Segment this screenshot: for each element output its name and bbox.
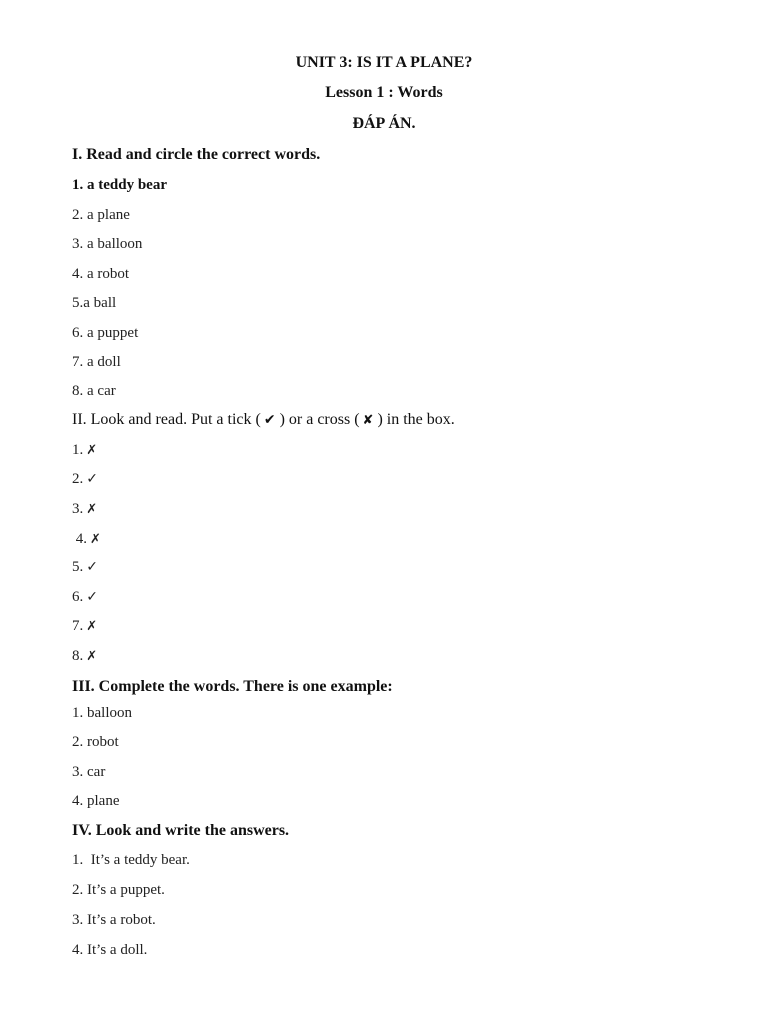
section-2-item xyxy=(72,587,98,607)
section-2-heading-part1: II. Look and read. Put a tick ( xyxy=(72,411,261,428)
cross-icon: ✗ xyxy=(86,502,98,517)
section-3-heading: III. Complete the words. There is one example: xyxy=(72,678,393,695)
section-3-item: 2. robot xyxy=(72,734,119,750)
unit-title: UNIT 3: IS IT A PLANE? xyxy=(295,54,473,71)
item-number: 8. xyxy=(72,648,84,664)
section-2-item xyxy=(72,440,97,461)
section-1-item: 5.a ball xyxy=(72,295,117,311)
section-2-heading-part3: ) in the box. xyxy=(373,411,455,428)
item-number: 4. xyxy=(72,531,87,547)
section-2-item xyxy=(72,616,97,637)
section-2-item xyxy=(72,499,97,520)
answer-key-label: ĐÁP ÁN. xyxy=(352,115,416,132)
lesson-title: Lesson 1 : Words xyxy=(325,84,443,101)
check-icon: ✓ xyxy=(86,471,98,487)
section-1-item: 7. a doll xyxy=(72,354,121,370)
cross-icon: ✗ xyxy=(86,443,98,458)
cross-icon: ✗ xyxy=(90,532,101,547)
section-4-item: 3. It’s a robot. xyxy=(72,912,156,928)
item-number: 7. xyxy=(72,618,84,634)
check-icon: ✓ xyxy=(86,589,98,605)
section-2-item xyxy=(72,557,98,577)
section-4-item: 4. It’s a doll. xyxy=(72,942,148,958)
section-1-item: 4. a robot xyxy=(72,266,130,282)
section-1-item: 6. a puppet xyxy=(72,325,139,341)
item-number: 2. xyxy=(72,471,84,487)
section-2-item xyxy=(72,469,98,489)
section-3-item: 1. balloon xyxy=(72,705,132,721)
section-1-item: 1. a teddy bear xyxy=(72,177,167,193)
section-4-item: 1. It’s a teddy bear. xyxy=(72,852,190,868)
item-number: 1. xyxy=(72,442,84,458)
tick-icon: ✔ xyxy=(263,412,276,428)
section-4-heading: IV. Look and write the answers. xyxy=(72,822,290,839)
section-1-item: 3. a balloon xyxy=(72,236,143,252)
section-1-item: 8. a car xyxy=(72,383,116,399)
item-number: 5. xyxy=(72,559,84,575)
item-number: 3. xyxy=(72,501,84,517)
cross-icon: ✗ xyxy=(86,619,98,634)
section-2-item xyxy=(72,529,101,550)
section-1-heading: I. Read and circle the correct words. xyxy=(72,146,321,163)
item-number: 6. xyxy=(72,589,84,605)
section-3-item: 3. car xyxy=(72,764,106,780)
cross-icon: ✘ xyxy=(362,413,374,428)
section-2-item xyxy=(72,646,97,667)
section-4-item: 2. It’s a puppet. xyxy=(72,882,165,898)
section-1-item: 2. a plane xyxy=(72,207,130,223)
cross-icon: ✗ xyxy=(86,649,98,664)
check-icon: ✓ xyxy=(86,559,98,575)
section-3-item: 4. plane xyxy=(72,793,120,809)
section-2-heading xyxy=(72,410,455,431)
section-2-heading-part2: ) or a cross ( xyxy=(275,411,360,428)
